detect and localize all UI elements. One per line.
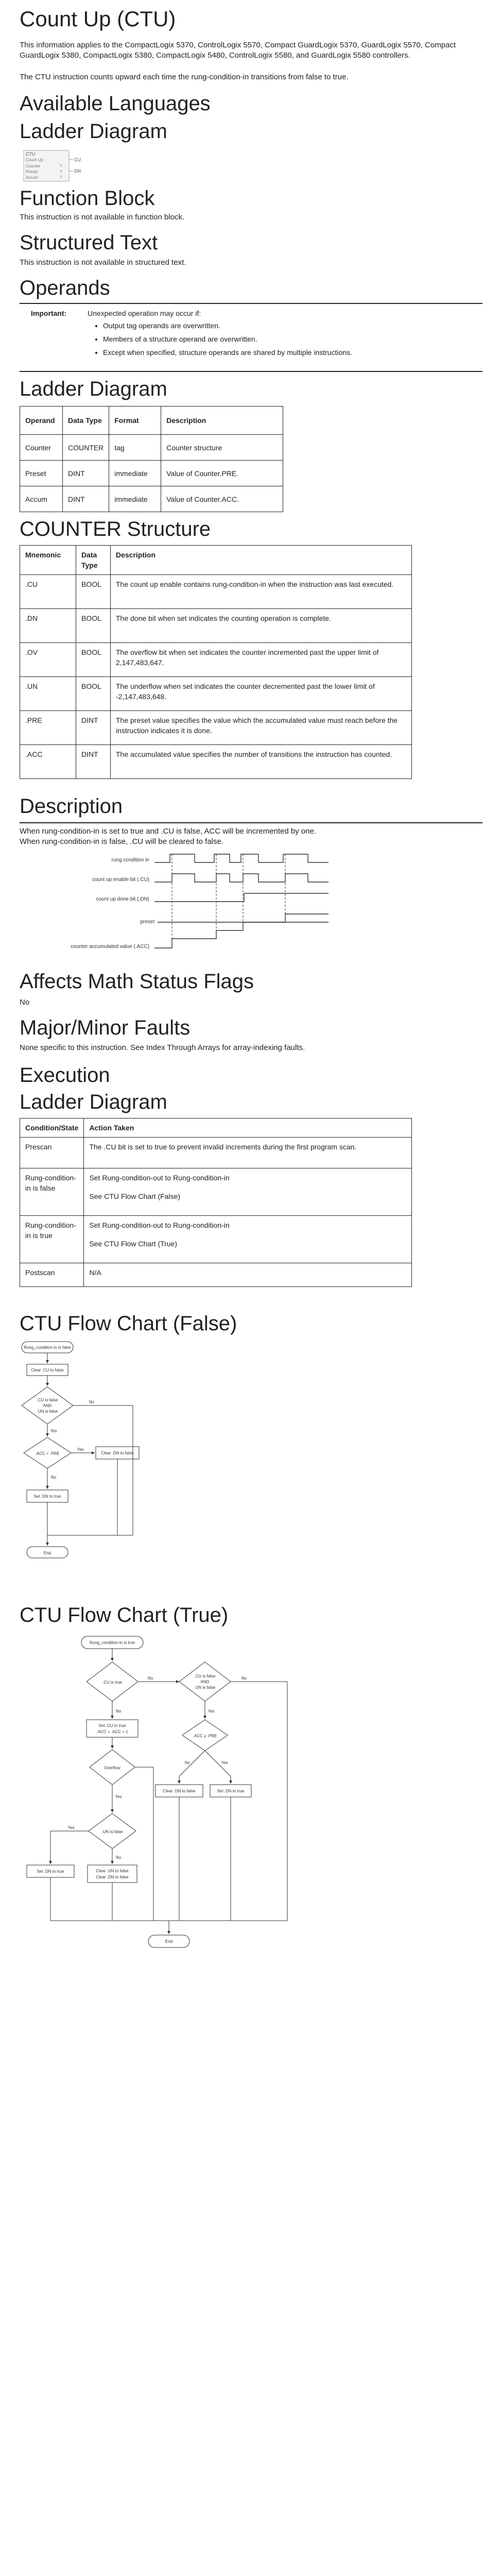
table-header: Operand [20,406,63,435]
flow-clear-un: Clear .DN to false [96,1875,129,1879]
table-cell: Counter [20,435,63,461]
flow-clear-un: Clear .UN to false [96,1869,129,1873]
table-header: Condition/State [20,1118,84,1138]
table-row [20,677,412,711]
flow-set-dn: Set .DN to true [217,1789,245,1793]
table-row [20,435,283,461]
flow-start: Rung_condition-in is true [89,1640,135,1645]
table-header: Data Type [63,406,109,435]
flow-no-label: No [184,1760,191,1765]
flow-end: End [165,1939,173,1944]
available-languages-heading: Available Languages [20,92,211,115]
timing-diagram [20,850,401,963]
operands-table [20,406,283,512]
intro-desc: The CTU instruction counts upward each time the rung-condition-in transitions from false to true. [20,73,349,81]
operands-heading: Operands [20,277,110,299]
table-cell: The overflow bit when set indicates the counter incremented past the upper limit of 2,147,483,647. [111,643,412,677]
divider [20,822,482,823]
ctu-cu-label: CU [74,157,81,162]
flow-no-label: No [147,1676,153,1681]
flow-clear-dn: Clear .DN to false [163,1789,196,1793]
execution-ladder-heading: Ladder Diagram [20,1091,167,1113]
table-cell: BOOL [76,575,111,609]
table-row [20,1138,412,1168]
table-header: Data Type [76,546,111,575]
flow-false-heading: CTU Flow Chart (False) [20,1312,237,1335]
flow-decision-text: .CU is false [37,1398,58,1402]
table-cell: DINT [63,461,109,486]
description-line-2: When rung-condition-in is false, .CU will be cleared to false. [20,837,224,846]
table-cell: Preset [20,461,63,486]
table-row [20,486,283,512]
ctu-block-diagram [20,148,92,184]
ctu-block-subtitle: Count Up [26,158,43,162]
flow-decision-text: .UN is false [194,1685,216,1690]
table-cell: immediate [109,461,161,486]
flow-set-dn: Set .DN to true [33,1494,61,1499]
flow-decision-text: .ACC < .PRE [35,1451,60,1456]
faults-heading: Major/Minor Faults [20,1016,191,1039]
flow-yes-label: Yes [77,1447,84,1452]
table-header: Description [111,546,412,575]
table-row [20,609,412,643]
table-cell: COUNTER [63,435,109,461]
ctu-accum-val: ? [60,175,62,180]
flow-no-label: No [50,1475,57,1480]
table-row [20,745,412,779]
table-header: Mnemonic [20,546,76,575]
table-row [20,1216,412,1263]
bullet-item: • Members of a structure operand are overwritten. [103,334,482,344]
table-row [20,1168,412,1216]
table-cell: .ACC [20,745,76,779]
counter-structure-heading: COUNTER Structure [20,518,211,540]
table-cell: The done bit when set indicates the counting operation is complete. [111,609,412,643]
table-row [20,461,283,486]
flow-decision-text: .CU is false [194,1674,216,1679]
table-cell [84,1168,412,1216]
timing-label: count up enable bit (.CU) [92,877,149,883]
flow-end: End [43,1551,51,1555]
table-cell: BOOL [76,677,111,711]
execution-heading: Execution [20,1064,110,1087]
table-cell: Accum [20,486,63,512]
table-row [20,575,412,609]
table-header-row [20,406,283,435]
ctu-accum-label: Accum [26,175,39,180]
description-line-1: When rung-condition-in is set to true and .CU is false, ACC will be incremented by one. [20,827,317,836]
divider [20,371,482,372]
action-extra: See CTU Flow Chart (False) [89,1192,181,1200]
action-text: Set Rung-condition-out to Rung-condition-in [89,1174,230,1182]
flow-decision-text: AND [200,1680,210,1684]
flow-decision-text: .UN is false [101,1829,123,1834]
timing-label: preset [140,919,154,925]
page-title: Count Up (CTU) [20,7,176,31]
flow-decision-text: AND [43,1403,52,1408]
function-block-text: This instruction is not available in function block. [20,213,185,222]
flow-clear-cu: Clear .CU to false [31,1368,64,1372]
table-cell: BOOL [76,643,111,677]
timing-label: rung condition in [111,857,149,863]
bullet-item: • Except when specified, structure operands are shared by multiple instructions. [103,347,482,358]
table-header-row [20,1118,412,1138]
important-text: Unexpected operation may occur if: [88,309,201,317]
structured-text-heading: Structured Text [20,231,158,254]
ctu-dn-label: DN [74,168,81,174]
table-cell: Postscan [20,1263,84,1287]
ctu-block-name: CTU [26,151,36,157]
ctu-preset-label: Preset [26,170,38,174]
table-cell: .OV [20,643,76,677]
table-row [20,1263,412,1287]
important-bullets [88,320,482,358]
flow-true-heading: CTU Flow Chart (True) [20,1604,229,1626]
flow-decision-text: Overflow [104,1766,120,1770]
table-header: Format [109,406,161,435]
ctu-counter-label: Counter [26,164,41,168]
table-cell: The .CU bit is set to true to prevent invalid increments during the first program scan. [84,1138,412,1168]
flow-decision-text: .UN is false [37,1409,58,1414]
table-cell: DINT [63,486,109,512]
important-label: Important: [31,309,67,317]
table-row [20,711,412,745]
flow-yes-label: Yes [67,1825,75,1830]
math-flags-text: No [20,998,30,1007]
flow-no-label: No [115,1709,122,1714]
divider [20,303,482,304]
bullet-item: • Output tag operands are overwritten. [103,320,482,331]
table-cell: Value of Counter.PRE. [161,461,283,486]
table-cell [84,1216,412,1263]
table-cell: Rung-condition-in is true [20,1216,84,1263]
flow-decision-text: .CU is true [102,1680,122,1685]
table-cell: The underflow when set indicates the counter decremented past the lower limit of -2,147,483,648. [111,677,412,711]
table-cell: Value of Counter.ACC. [161,486,283,512]
ladder-diagram-heading: Ladder Diagram [20,120,167,143]
flow-start: Rung_condition-in is false [24,1345,71,1350]
function-block-heading: Function Block [20,187,155,210]
table-header-row [20,546,412,575]
table-cell: N/A [84,1263,412,1287]
structured-text-text: This instruction is not available in structured text. [20,258,186,267]
table-row [20,643,412,677]
counter-structure-table [20,545,412,779]
table-cell: DINT [76,745,111,779]
flow-set-cu: Set .CU to true [98,1723,126,1728]
table-header: Description [161,406,283,435]
flow-no-label: No [115,1855,122,1860]
flow-no-label: No [89,1400,95,1404]
table-cell: .CU [20,575,76,609]
description-heading: Description [20,795,123,818]
flow-set-cu: .ACC = .ACC + 1 [96,1730,128,1734]
flow-chart-false [20,1340,267,1571]
flow-clear-dn: Clear .DN to false [101,1451,134,1455]
applies-text: This information applies to the CompactLogix 5370, ControlLogix 5570, Compact GuardLogix 5370, GuardLogix 5570, Compact GuardLogix 5380, CompactLogix 5380, CompactLogix 5480, ControlLogix 5580, and GuardLogix 5580 controllers. [20,41,456,60]
flow-yes-label: Yes [221,1760,228,1765]
table-cell: The accumulated value specifies the number of transitions the instruction has counted. [111,745,412,779]
math-flags-heading: Affects Math Status Flags [20,970,254,993]
table-cell: BOOL [76,609,111,643]
table-header: Action Taken [84,1118,412,1138]
ctu-preset-val: ? [60,170,62,174]
table-cell: .UN [20,677,76,711]
flow-yes-label: Yes [207,1709,215,1714]
operands-ladder-heading: Ladder Diagram [20,378,167,400]
flow-chart-true [20,1632,339,1962]
table-cell: .PRE [20,711,76,745]
table-cell: The count up enable contains rung-condition-in when the instruction was last executed. [111,575,412,609]
flow-no-label: No [241,1676,247,1681]
action-extra: See CTU Flow Chart (True) [89,1240,178,1248]
ctu-counter-val: ? [60,164,62,168]
timing-label: count up done bit (.DN) [96,896,149,902]
important-note [20,309,482,361]
timing-label: counter accumulated value (.ACC) [71,944,149,950]
flow-yes-label: Yes [50,1429,57,1433]
table-cell: DINT [76,711,111,745]
flow-yes-label: Yes [115,1794,122,1799]
table-cell: Counter structure [161,435,283,461]
flow-decision-text: .ACC ≥ .PRE [193,1734,217,1738]
table-cell: Prescan [20,1138,84,1168]
faults-text: None specific to this instruction. See Index Through Arrays for array-indexing faults. [20,1043,305,1052]
table-cell: Rung-condition-in is false [20,1168,84,1216]
flow-set-dn: Set .DN to true [37,1869,64,1874]
table-cell: The preset value specifies the value which the accumulated value must reach before the instruction indicates it is done. [111,711,412,745]
table-cell: immediate [109,486,161,512]
table-cell: .DN [20,609,76,643]
execution-table [20,1118,412,1287]
table-cell: tag [109,435,161,461]
action-text: Set Rung-condition-out to Rung-condition-in [89,1221,230,1229]
